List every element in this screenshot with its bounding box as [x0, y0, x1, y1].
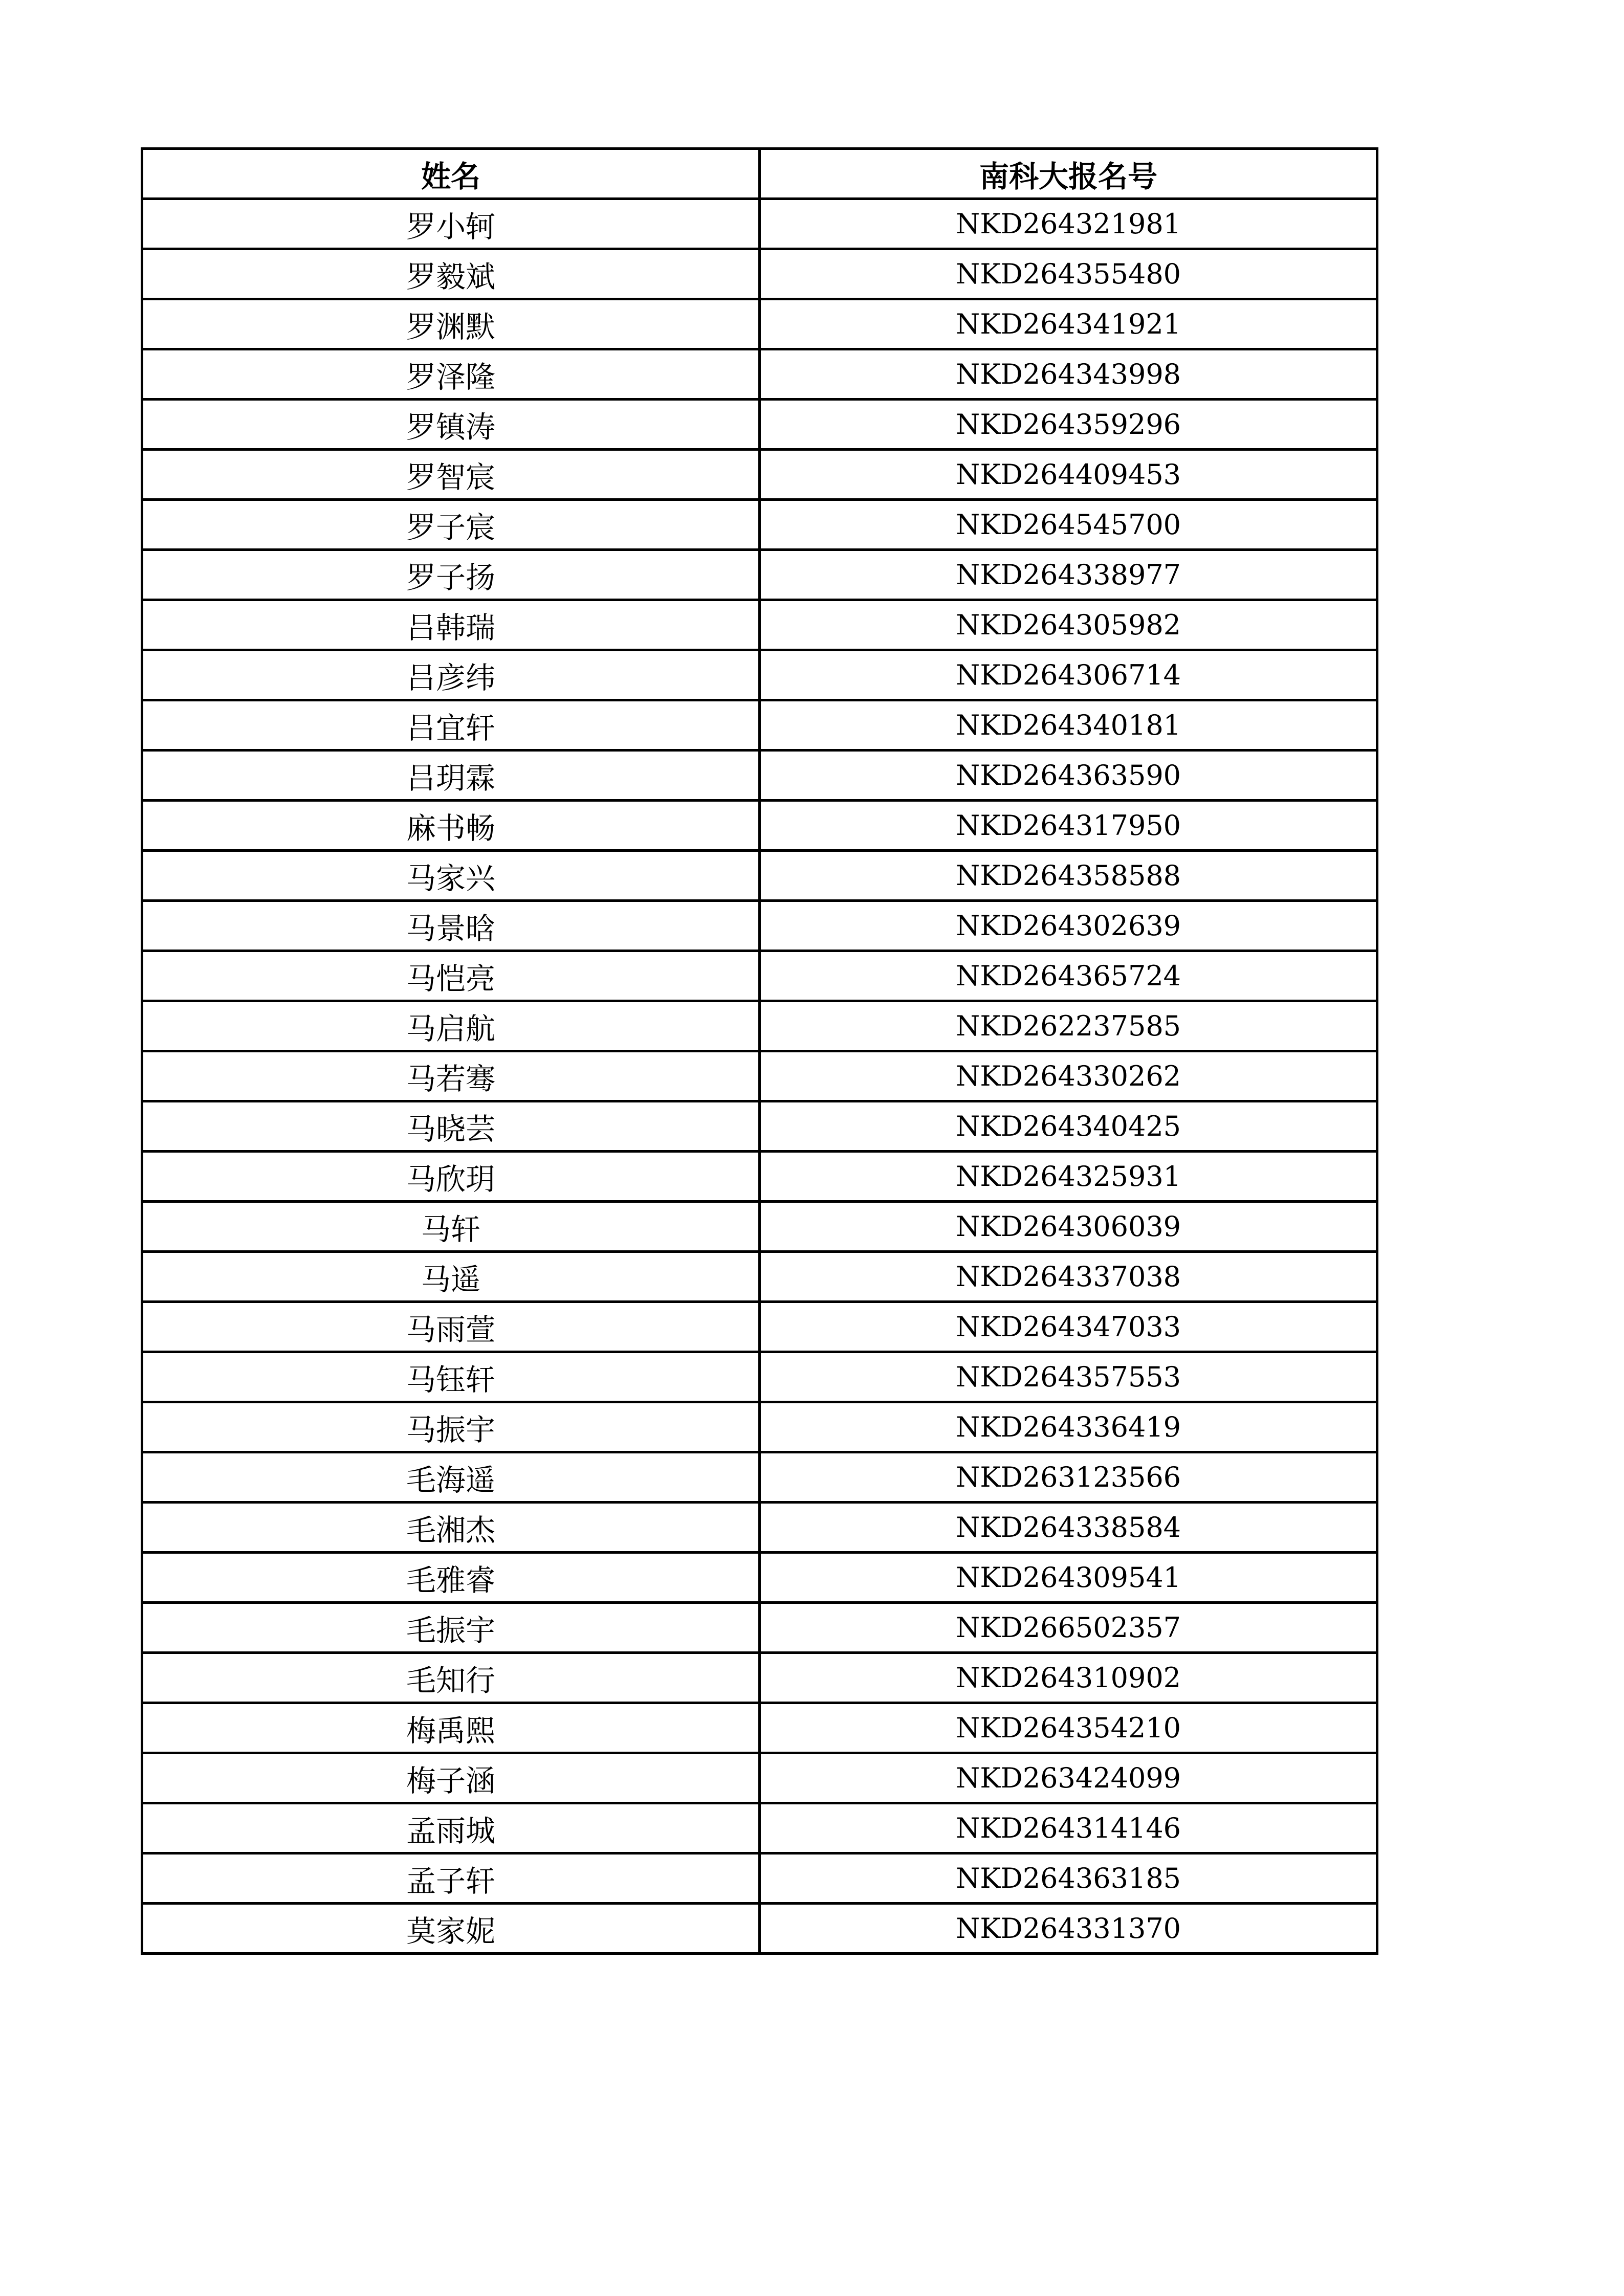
student-name-cell: 罗智宸 [142, 450, 760, 500]
registration-number-cell: NKD264357553 [760, 1352, 1377, 1402]
table-header [142, 149, 1377, 199]
student-name-cell: 毛雅睿 [142, 1553, 760, 1603]
student-name-cell: 罗子扬 [142, 550, 760, 600]
table-row [142, 1001, 1377, 1051]
table-row [142, 199, 1377, 249]
registration-number-cell: NKD264305982 [760, 600, 1377, 650]
student-name-cell: 马家兴 [142, 851, 760, 901]
student-name-cell: 罗镇涛 [142, 400, 760, 450]
student-name-cell: 马晓芸 [142, 1101, 760, 1152]
registration-number-cell: NKD264363185 [760, 1853, 1377, 1904]
table-row [142, 1252, 1377, 1302]
table-row [142, 1853, 1377, 1904]
table-row [142, 801, 1377, 851]
registration-number-cell: NKD264359296 [760, 400, 1377, 450]
registration-number-cell: NKD264325931 [760, 1152, 1377, 1202]
table-row [142, 450, 1377, 500]
registration-number-cell: NKD264340181 [760, 700, 1377, 750]
registration-number-cell: NKD264331370 [760, 1904, 1377, 1954]
student-name-cell: 马景晗 [142, 901, 760, 951]
student-name-cell: 马遥 [142, 1252, 760, 1302]
table-row [142, 1302, 1377, 1352]
registration-number-cell: NKD264310902 [760, 1653, 1377, 1703]
registration-number-cell: NKD264347033 [760, 1302, 1377, 1352]
table-row [142, 1503, 1377, 1553]
registration-number-cell: NKD264355480 [760, 249, 1377, 299]
table-row [142, 750, 1377, 801]
table-row [142, 550, 1377, 600]
table-row [142, 1152, 1377, 1202]
registration-number-cell: NKD264338977 [760, 550, 1377, 600]
registration-number-cell: NKD264409453 [760, 450, 1377, 500]
table-row [142, 901, 1377, 951]
table-row [142, 1553, 1377, 1603]
table-row [142, 1603, 1377, 1653]
registration-number-cell: NKD264340425 [760, 1101, 1377, 1152]
registration-number-cell: NKD264341921 [760, 299, 1377, 349]
table-row [142, 400, 1377, 450]
table-body [142, 199, 1377, 1954]
student-name-cell: 吕彦纬 [142, 650, 760, 700]
student-name-cell: 马启航 [142, 1001, 760, 1051]
table-row [142, 951, 1377, 1001]
table-row [142, 1101, 1377, 1152]
student-name-cell: 马恺亮 [142, 951, 760, 1001]
registration-number-cell: NKD264306714 [760, 650, 1377, 700]
table-row [142, 1202, 1377, 1252]
student-name-cell: 吕宜轩 [142, 700, 760, 750]
student-name-cell: 罗渊默 [142, 299, 760, 349]
registration-number-cell: NKD263123566 [760, 1452, 1377, 1503]
table-row [142, 500, 1377, 550]
table-row [142, 349, 1377, 400]
student-name-cell: 吕韩瑞 [142, 600, 760, 650]
table-row [142, 1753, 1377, 1803]
registration-number-cell: NKD264309541 [760, 1553, 1377, 1603]
header-row [142, 149, 1377, 199]
table-row [142, 1352, 1377, 1402]
student-name-cell: 马振宇 [142, 1402, 760, 1452]
student-name-cell: 罗毅斌 [142, 249, 760, 299]
registration-number-cell: NKD264337038 [760, 1252, 1377, 1302]
table-row [142, 1904, 1377, 1954]
student-name-cell: 莫家妮 [142, 1904, 760, 1954]
student-name-cell: 毛知行 [142, 1653, 760, 1703]
student-name-cell: 毛振宇 [142, 1603, 760, 1653]
table-row [142, 1452, 1377, 1503]
student-name-cell: 吕玥霖 [142, 750, 760, 801]
registration-number-cell: NKD264317950 [760, 801, 1377, 851]
registration-number-cell: NKD263424099 [760, 1753, 1377, 1803]
student-name-cell: 马轩 [142, 1202, 760, 1252]
registration-number-cell: NKD264306039 [760, 1202, 1377, 1252]
table-row [142, 1402, 1377, 1452]
column-header-name: 姓名 [142, 149, 760, 199]
registration-number-cell: NKD264354210 [760, 1703, 1377, 1753]
registration-number-cell: NKD264358588 [760, 851, 1377, 901]
registration-number-cell: NKD262237585 [760, 1001, 1377, 1051]
student-name-cell: 罗子宸 [142, 500, 760, 550]
registration-number-cell: NKD264336419 [760, 1402, 1377, 1452]
registration-number-cell: NKD264363590 [760, 750, 1377, 801]
student-name-cell: 马若骞 [142, 1051, 760, 1101]
table-row [142, 600, 1377, 650]
student-name-cell: 毛湘杰 [142, 1503, 760, 1553]
student-name-cell: 马钰轩 [142, 1352, 760, 1402]
table-row [142, 1703, 1377, 1753]
registration-number-cell: NKD264365724 [760, 951, 1377, 1001]
table-row [142, 1653, 1377, 1703]
student-name-cell: 毛海遥 [142, 1452, 760, 1503]
table-row [142, 299, 1377, 349]
registration-table [141, 147, 1378, 1955]
student-name-cell: 麻书畅 [142, 801, 760, 851]
student-name-cell: 罗小轲 [142, 199, 760, 249]
student-name-cell: 孟雨城 [142, 1803, 760, 1853]
registration-number-cell: NKD264343998 [760, 349, 1377, 400]
registration-number-cell: NKD264321981 [760, 199, 1377, 249]
registration-number-cell: NKD264330262 [760, 1051, 1377, 1101]
table-row [142, 700, 1377, 750]
student-name-cell: 马雨萱 [142, 1302, 760, 1352]
column-header-registration-number: 南科大报名号 [760, 149, 1377, 199]
registration-number-cell: NKD264338584 [760, 1503, 1377, 1553]
registration-number-cell: NKD264314146 [760, 1803, 1377, 1853]
table-row [142, 650, 1377, 700]
table-row [142, 1803, 1377, 1853]
student-name-cell: 马欣玥 [142, 1152, 760, 1202]
registration-number-cell: NKD264545700 [760, 500, 1377, 550]
table-row [142, 851, 1377, 901]
table-row [142, 249, 1377, 299]
registration-number-cell: NKD266502357 [760, 1603, 1377, 1653]
student-name-cell: 罗泽隆 [142, 349, 760, 400]
student-name-cell: 孟子轩 [142, 1853, 760, 1904]
student-name-cell: 梅禹熙 [142, 1703, 760, 1753]
registration-number-cell: NKD264302639 [760, 901, 1377, 951]
table-row [142, 1051, 1377, 1101]
student-name-cell: 梅子涵 [142, 1753, 760, 1803]
